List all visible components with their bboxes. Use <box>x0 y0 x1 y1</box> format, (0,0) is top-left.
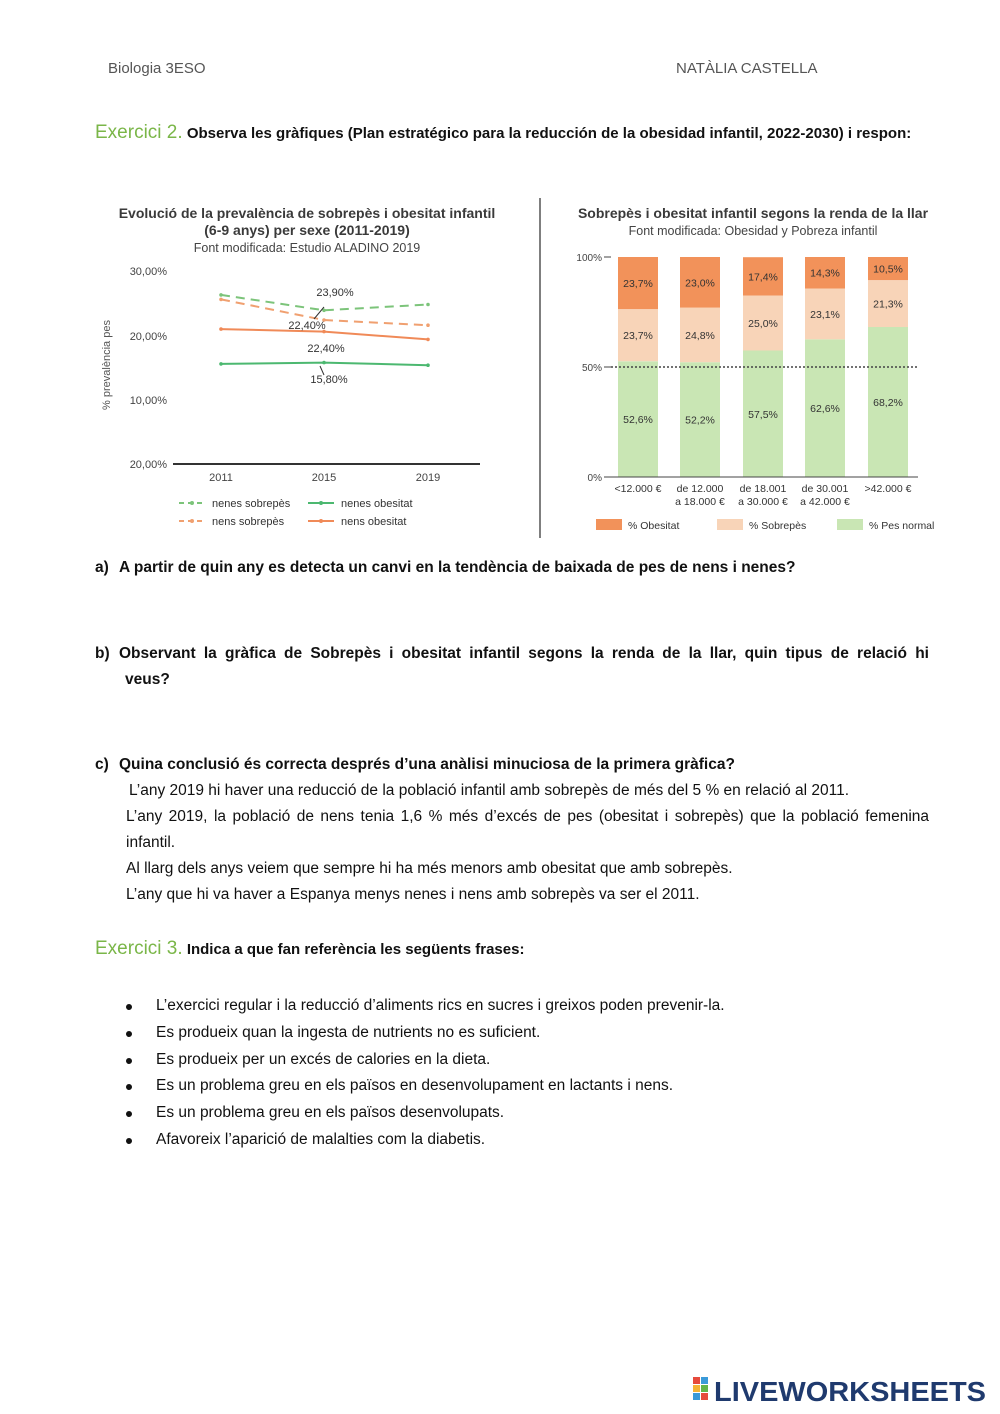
bullet-text: Afavoreix l’aparició de malalties com la diabetis. <box>156 1131 486 1148</box>
line-point <box>219 293 223 297</box>
line-chart-y-ticks <box>130 266 168 471</box>
line-chart-y-tick: 20,00% <box>129 459 167 471</box>
line-point <box>426 338 430 342</box>
bar-chart-y-tick: 50% <box>581 363 602 374</box>
bar-legend-swatch <box>837 519 863 530</box>
question-b <box>95 641 929 693</box>
question-a-label: a) <box>95 559 109 576</box>
bar-chart-category-label: de 30.001 <box>801 483 849 495</box>
bar-value-label: 23,7% <box>623 330 653 343</box>
line-chart-annotation: 15,80% <box>310 374 348 386</box>
exercise-3-number: Exercici 3. <box>95 938 183 959</box>
bar-legend-label: % Sobrepès <box>749 520 807 532</box>
line-chart-annotation: 23,90% <box>316 287 354 299</box>
line-chart-annotation: 22,40% <box>307 343 345 355</box>
bullet-text: Es un problema greu en els països desenvolupats. <box>156 1104 505 1121</box>
line-chart-y-axis-label: % prevalència pes <box>101 320 113 410</box>
bar-value-label: 23,7% <box>623 278 653 291</box>
line-point <box>219 362 223 366</box>
legend-marker <box>190 501 194 505</box>
line-point <box>219 298 223 302</box>
bar-value-label: 23,1% <box>810 308 840 321</box>
line-point <box>322 361 326 365</box>
bullet-icon <box>126 1084 132 1090</box>
bullet-icon <box>126 1111 132 1117</box>
question-b-label: b) <box>95 645 110 662</box>
bar-chart-category-label: a 30.000 € <box>738 496 788 508</box>
bar-value-label: 23,0% <box>685 277 715 290</box>
bar-chart-y-tick: 0% <box>587 473 602 484</box>
line-chart-annotations <box>288 287 354 386</box>
legend-label: nens sobrepès <box>212 516 285 528</box>
bar-chart-category-label: >42.000 € <box>864 483 912 495</box>
line-point <box>219 327 223 331</box>
bullet-text: Es un problema greu en els països en desenvolupament en lactants i nens. <box>156 1077 673 1094</box>
line-chart-x-tick: 2019 <box>415 472 441 484</box>
bullet-text: Es produeix per un excés de calories en la dieta. <box>156 1051 491 1068</box>
line-chart-legend <box>179 498 413 528</box>
bar-chart-category-label: a 42.000 € <box>800 496 850 508</box>
option-2[interactable]: L’any 2019, la població de nens tenia 1,6 % més d’excés de pes (obesitat i sobrepès) que la població femenina infantil. <box>126 808 929 851</box>
option-4[interactable]: L’any que hi va haver a Espanya menys nenes i nens amb sobrepès va ser el 2011. <box>126 886 700 903</box>
question-c-text: Quina conclusió és correcta després d’una anàlisi minuciosa de la primera gràfica? <box>119 756 735 773</box>
bar-value-label: 21,3% <box>873 298 903 311</box>
bullet-icon <box>126 1031 132 1037</box>
bullet-icon <box>126 1138 132 1144</box>
bar-legend-label: % Pes normal <box>869 520 935 532</box>
question-b-line-2: veus? <box>125 671 170 688</box>
bullet-text: Es produeix quan la ingesta de nutrients no es suficient. <box>156 1024 541 1041</box>
logo-text: LIVEWORKSHEETS <box>714 1376 986 1407</box>
bar-chart-subtitle: Font modificada: Obesidad y Pobreza infantil <box>628 224 878 238</box>
bar-value-label: 52,6% <box>623 414 653 427</box>
bar-value-label: 25,0% <box>748 318 778 330</box>
exercise-2-number: Exercici 2. <box>95 122 183 143</box>
line-chart-x-tick: 2015 <box>311 472 337 484</box>
line-chart-y-tick: 20,00% <box>129 331 167 343</box>
line-point <box>426 363 430 367</box>
legend-label: nenes sobrepès <box>212 498 291 510</box>
bar-value-label: 68,2% <box>873 397 903 409</box>
legend-label: nenes obesitat <box>341 498 413 510</box>
option-3[interactable]: Al llarg dels anys veiem que sempre hi ha més menors amb obesitat que amb sobrepès. <box>126 860 733 877</box>
line-chart-y-tick: 10,00% <box>129 395 167 407</box>
question-c <box>95 752 929 778</box>
line-point <box>426 323 430 327</box>
header-author: NATÀLIA CASTELLA <box>676 60 818 77</box>
legend-label: nens obesitat <box>341 516 407 528</box>
line-chart-annotation: 22,40% <box>288 320 326 332</box>
bar-chart-title: Sobrepès i obesitat infantil segons la renda de la llar <box>577 205 929 221</box>
bar-legend-swatch <box>717 519 743 530</box>
bar-value-label: 62,6% <box>810 403 840 416</box>
question-b-line-1 <box>95 641 929 667</box>
bar-chart-x-labels <box>614 483 911 508</box>
legend-marker <box>319 501 323 505</box>
question-a-text: A partir de quin any es detecta un canvi en la tendència de baixada de pes de nens i nenes? <box>119 559 796 576</box>
line-chart-y-tick: 30,00% <box>129 266 167 278</box>
bar-chart-y-ticks <box>576 253 611 484</box>
bar-legend-swatch <box>596 519 622 530</box>
question-a <box>95 555 929 581</box>
exercise-2-heading <box>95 119 930 148</box>
question-b-text-1: Observant la gràfica de Sobrepès i obesitat infantil segons la renda de la llar, quin tipus de relació hi <box>119 645 929 662</box>
bar-chart-y-tick: 100% <box>576 253 602 264</box>
line-chart-x-ticks <box>209 472 440 484</box>
bar-chart-category-label: <12.000 € <box>614 483 662 495</box>
bar-value-label: 14,3% <box>810 267 840 280</box>
bullet-icon <box>126 1058 132 1064</box>
bullet-text: L’exercici regular i la reducció d’aliments rics en sucres i greixos poden prevenir-la. <box>156 997 725 1014</box>
line-chart-title: Evolució de la prevalència de sobrepès i obesitat infantil <box>118 205 496 221</box>
bar-chart-legend <box>596 519 934 532</box>
liveworksheets-logo-graphic <box>690 1372 990 1408</box>
bar-value-label: 57,5% <box>748 408 778 421</box>
exercise-2-text: Observa les gràfiques (Plan estratégico para la reducción de la obesidad infantil, 2022-2030) i respon: <box>186 125 912 142</box>
bar-value-label: 24,8% <box>685 329 715 342</box>
bullet-icon <box>126 1004 132 1010</box>
exercise-3-heading <box>95 935 930 964</box>
bar-chart <box>576 205 934 532</box>
line-chart-x-tick: 2011 <box>209 472 233 484</box>
bar-value-label: 17,4% <box>748 271 778 284</box>
legend-marker <box>319 519 323 523</box>
bar-chart-category-label: a 18.000 € <box>675 496 725 508</box>
question-c-label: c) <box>95 756 109 773</box>
bar-value-label: 10,5% <box>873 263 903 276</box>
line-point <box>426 303 430 307</box>
bar-chart-category-label: de 18.001 <box>739 483 787 495</box>
legend-marker <box>190 519 194 523</box>
liveworksheets-logo[interactable] <box>690 1372 990 1413</box>
bar-chart-category-label: de 12.000 <box>676 483 724 495</box>
line-chart <box>101 205 495 528</box>
exercise-3-text: Indica a que fan referència les següents frases: <box>186 941 525 958</box>
line-chart-source: Font modificada: Estudio ALADINO 2019 <box>193 241 421 255</box>
option-1[interactable]: L’any 2019 hi haver una reducció de la població infantil amb sobrepès de més del 5 % en relació al 2011. <box>129 782 850 799</box>
header-subject: Biologia 3ESO <box>108 60 206 77</box>
bar-legend-label: % Obesitat <box>628 520 680 532</box>
line-chart-subtitle: (6-9 anys) per sexe (2011-2019) <box>204 222 410 238</box>
logo-badge-text: LIVE <box>697 1400 704 1405</box>
bar-value-label: 52,2% <box>685 414 715 427</box>
charts-figure <box>95 190 955 542</box>
